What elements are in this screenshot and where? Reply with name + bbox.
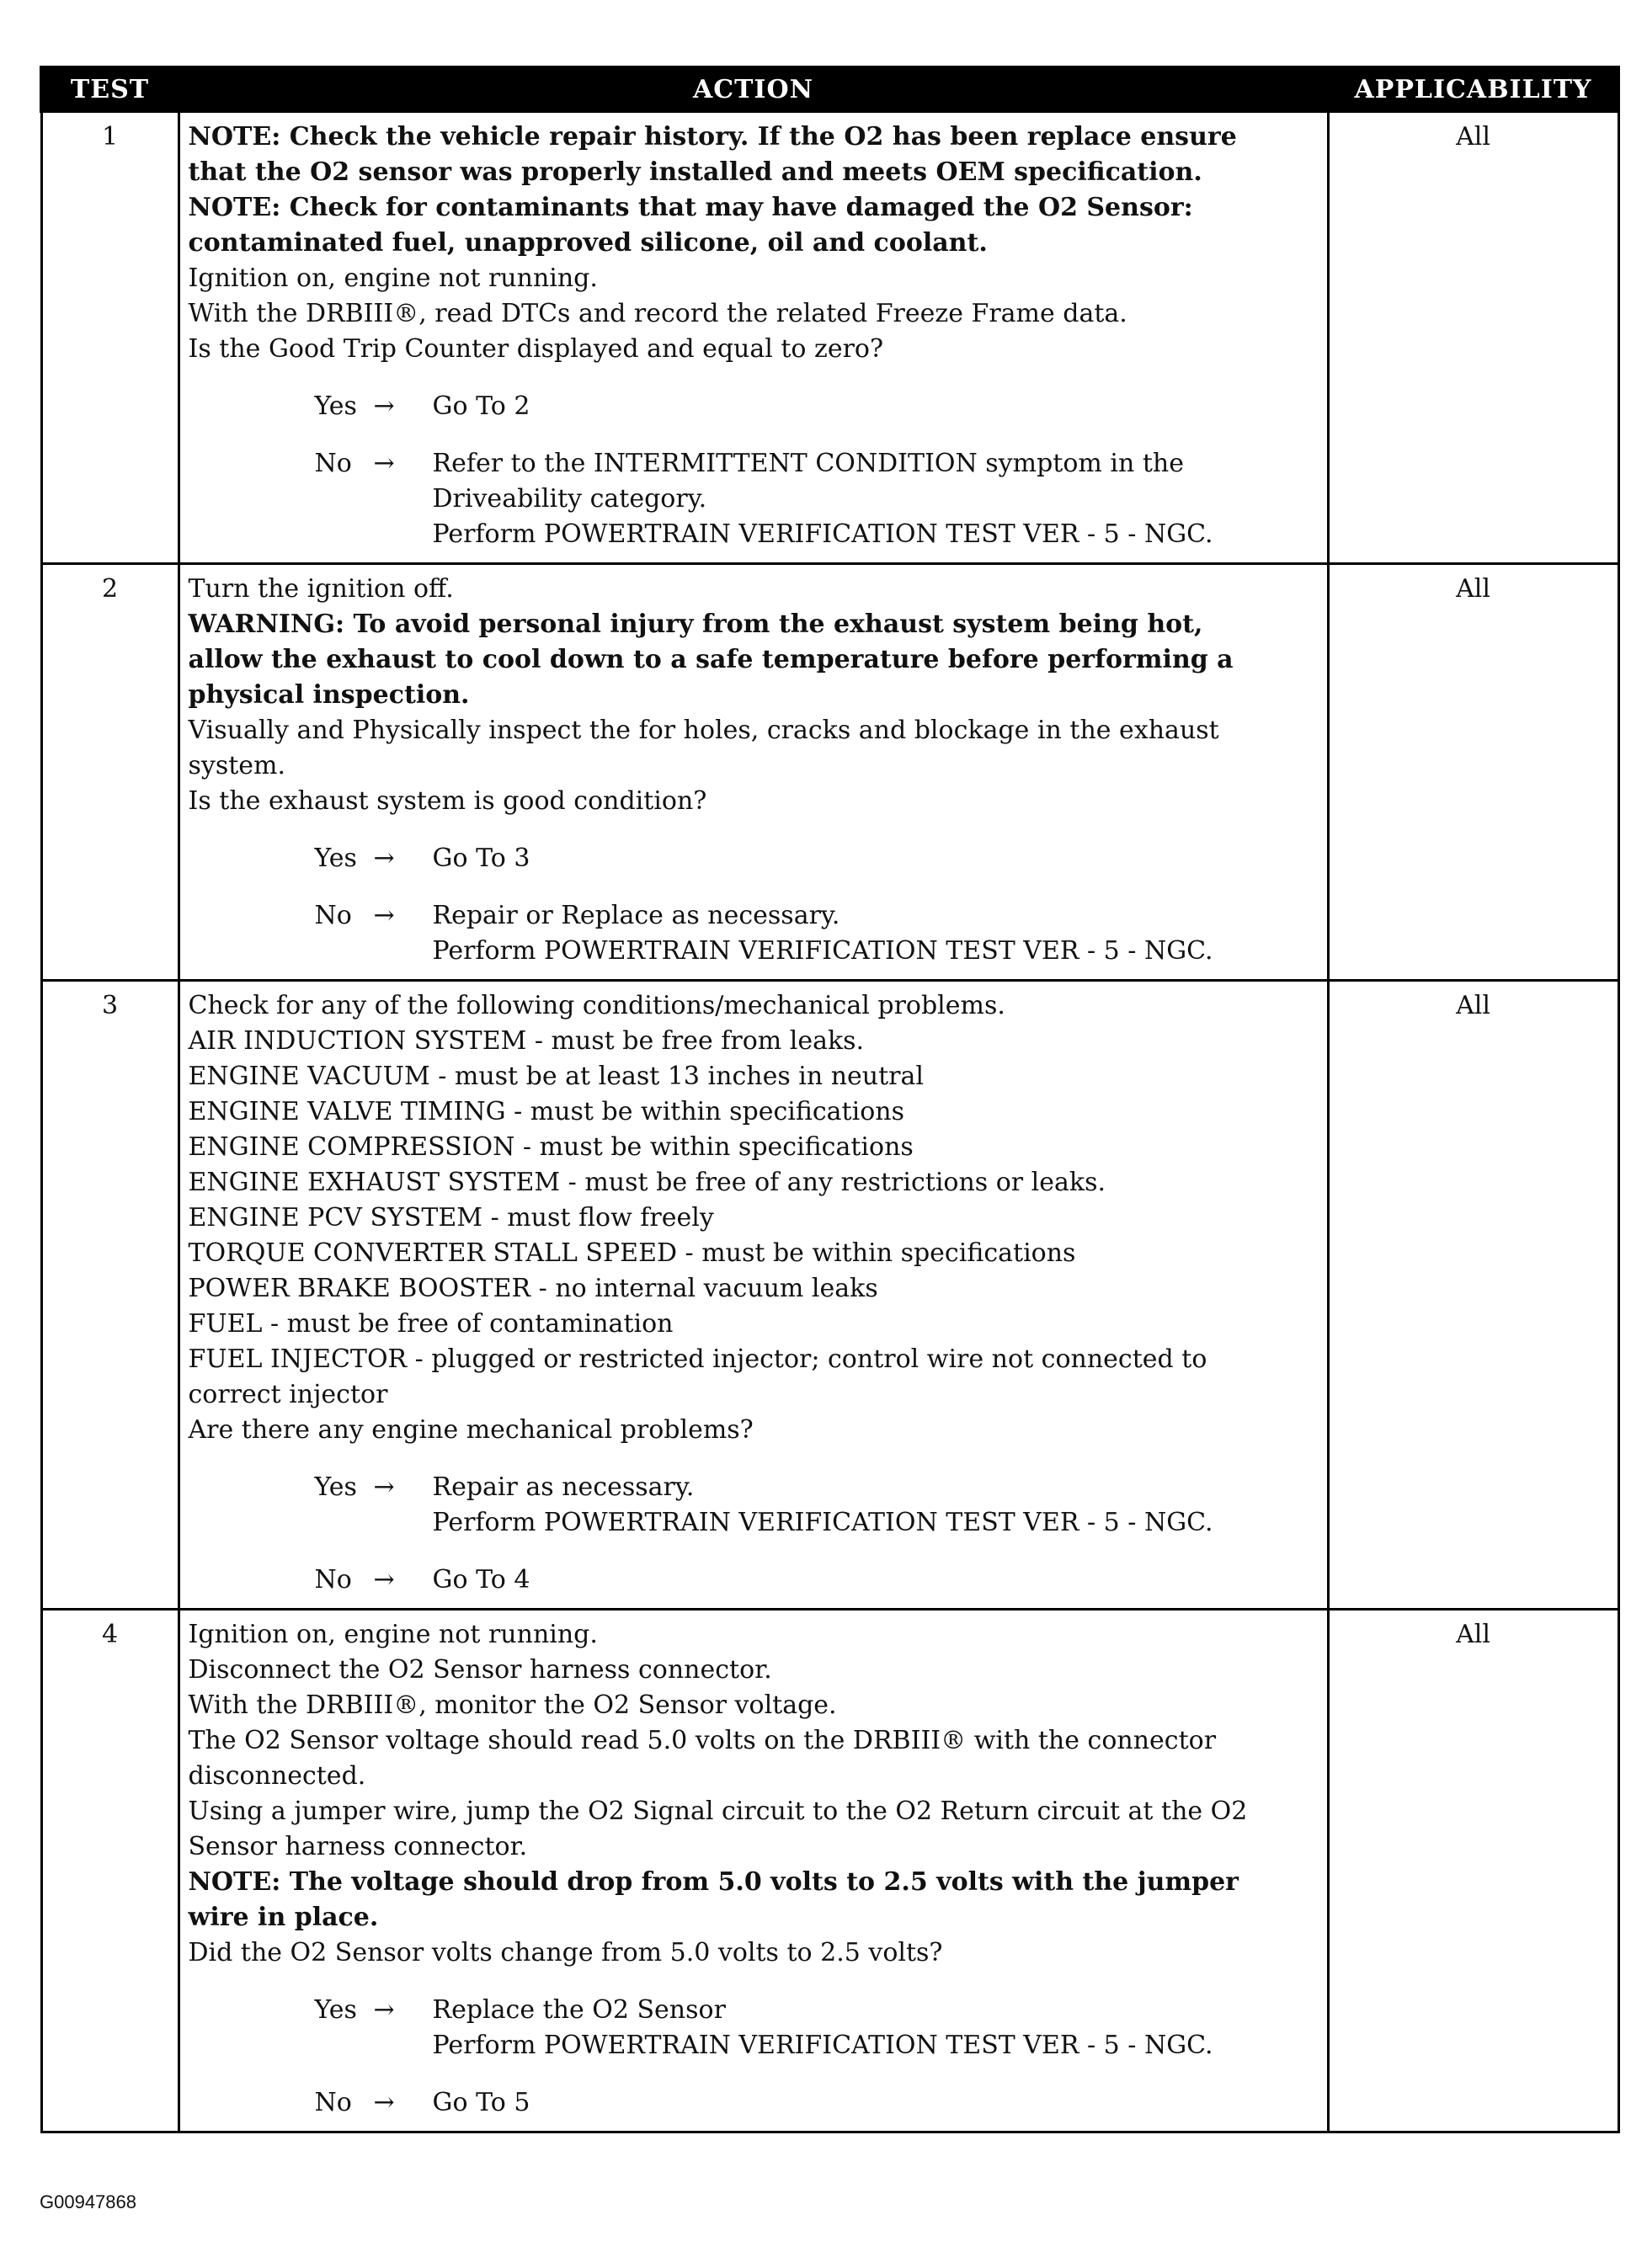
action-text: Is the Good Trip Counter displayed and equal to zero?	[188, 334, 884, 364]
action-text: Check for any of the following conditions/mechanical problems.	[188, 991, 1005, 1020]
action-text: Using a jumper wire, jump the O2 Signal circuit to the O2 Return circuit at the O2	[188, 1797, 1248, 1826]
table-body	[41, 111, 1618, 2132]
action-text: disconnected.	[188, 1761, 366, 1791]
yes-branch	[315, 1993, 1319, 2063]
diagnostic-table	[40, 66, 1620, 2133]
yes-result	[433, 1993, 1319, 2063]
action-text: ENGINE COMPRESSION - must be within specifications	[188, 1132, 914, 1162]
no-branch	[315, 446, 1319, 552]
answer-choices	[315, 1993, 1319, 2121]
right-arrow-icon: →	[373, 844, 395, 873]
note-text: contaminated fuel, unapproved silicone, oil and coolant.	[188, 228, 988, 258]
action-text: Ignition on, engine not running.	[188, 1620, 598, 1649]
no-label: No	[314, 2088, 352, 2117]
no-result	[433, 446, 1319, 552]
answer-choices	[315, 841, 1319, 969]
result-text: Repair or Replace as necessary.	[432, 901, 840, 930]
action-text: TORQUE CONVERTER STALL SPEED - must be within specifications	[188, 1238, 1076, 1268]
yes-label: Yes	[314, 391, 357, 421]
test-number: 4	[41, 1610, 179, 2132]
note-text: WARNING: To avoid personal injury from the exhaust system being hot,	[188, 610, 1203, 639]
action-text: FUEL INJECTOR - plugged or restricted injector; control wire not connected to	[188, 1344, 1207, 1374]
right-arrow-icon: →	[373, 1565, 395, 1595]
note-text: allow the exhaust to cool down to a safe temperature before performing a	[188, 645, 1234, 674]
note-text: that the O2 sensor was properly installed and meets OEM specification.	[188, 157, 1202, 187]
result-text: Refer to the INTERMITTENT CONDITION symptom in the	[432, 449, 1184, 478]
applicability-value: All	[1328, 111, 1618, 564]
right-arrow-icon: →	[373, 2088, 395, 2117]
action-cell	[179, 564, 1328, 981]
note-text: NOTE: Check the vehicle repair history. If the O2 has been replace ensure	[188, 122, 1237, 152]
action-text: FUEL - must be free of contamination	[188, 1309, 674, 1339]
action-text: With the DRBIII®, read DTCs and record the related Freeze Frame data.	[188, 299, 1127, 328]
figure-id: G00947868	[40, 2191, 136, 2212]
result-text: Driveability category.	[432, 484, 707, 514]
action-text: Disconnect the O2 Sensor harness connector.	[188, 1655, 772, 1685]
result-text: Perform POWERTRAIN VERIFICATION TEST VER - 5 - NGC.	[432, 936, 1213, 966]
action-text: Sensor harness connector.	[188, 1832, 528, 1861]
yes-label: Yes	[314, 1995, 357, 2025]
action-text: ENGINE EXHAUST SYSTEM - must be free of any restrictions or leaks.	[188, 1168, 1106, 1197]
action-cell	[179, 111, 1328, 564]
header-action: ACTION	[179, 67, 1328, 111]
action-text: Are there any engine mechanical problems?	[188, 1415, 754, 1445]
table-row	[41, 111, 1618, 564]
result-text: Replace the O2 Sensor	[432, 1995, 726, 2025]
no-branch	[315, 1563, 1319, 1598]
yes-branch	[315, 389, 1319, 424]
no-result	[433, 898, 1319, 969]
action-text: Ignition on, engine not running.	[188, 264, 598, 293]
no-branch	[315, 2085, 1319, 2121]
action-text: system.	[188, 751, 286, 780]
result-text: Go To 3	[432, 844, 530, 873]
header-applicability: APPLICABILITY	[1328, 67, 1618, 111]
no-label: No	[314, 1565, 352, 1595]
table-row	[41, 981, 1618, 1610]
applicability-value: All	[1328, 564, 1618, 981]
no-result	[433, 1563, 1319, 1598]
action-text: correct injector	[188, 1380, 388, 1409]
action-text: POWER BRAKE BOOSTER - no internal vacuum leaks	[188, 1274, 878, 1303]
yes-label: Yes	[314, 844, 357, 873]
no-label: No	[314, 901, 352, 930]
test-number: 3	[41, 981, 179, 1610]
action-text: ENGINE VALVE TIMING - must be within specifications	[188, 1097, 904, 1126]
applicability-value: All	[1328, 981, 1618, 1610]
right-arrow-icon: →	[373, 449, 395, 478]
yes-result	[433, 1470, 1319, 1541]
action-text: Visually and Physically inspect the for holes, cracks and blockage in the exhaust	[188, 716, 1219, 745]
table-row	[41, 1610, 1618, 2132]
action-text: With the DRBIII®, monitor the O2 Sensor voltage.	[188, 1690, 837, 1720]
no-label: No	[314, 449, 352, 478]
action-text: AIR INDUCTION SYSTEM - must be free from leaks.	[188, 1026, 865, 1056]
result-text: Repair as necessary.	[432, 1472, 695, 1502]
yes-label: Yes	[314, 1472, 357, 1502]
answer-choices	[315, 389, 1319, 552]
action-text: Did the O2 Sensor volts change from 5.0 volts to 2.5 volts?	[188, 1938, 943, 1967]
result-text: Perform POWERTRAIN VERIFICATION TEST VER - 5 - NGC.	[432, 2031, 1213, 2060]
action-cell	[179, 981, 1328, 1610]
result-text: Go To 5	[432, 2088, 530, 2117]
action-text: ENGINE VACUUM - must be at least 13 inches in neutral	[188, 1062, 925, 1091]
right-arrow-icon: →	[373, 391, 395, 421]
header-test: TEST	[41, 67, 179, 111]
test-number: 2	[41, 564, 179, 981]
right-arrow-icon: →	[373, 1472, 395, 1502]
answer-choices	[315, 1470, 1319, 1598]
action-text: Turn the ignition off.	[188, 574, 454, 604]
test-number: 1	[41, 111, 179, 564]
action-text: The O2 Sensor voltage should read 5.0 volts on the DRBIII® with the connector	[188, 1726, 1217, 1755]
result-text: Go To 2	[432, 391, 530, 421]
action-cell	[179, 1610, 1328, 2132]
action-text: Is the exhaust system is good condition?	[188, 786, 707, 816]
note-text: wire in place.	[188, 1903, 379, 1932]
yes-branch	[315, 841, 1319, 876]
result-text: Go To 4	[432, 1565, 530, 1595]
no-result	[433, 2085, 1319, 2121]
no-branch	[315, 898, 1319, 969]
action-text: ENGINE PCV SYSTEM - must flow freely	[188, 1203, 714, 1232]
table-row	[41, 564, 1618, 981]
note-text: NOTE: Check for contaminants that may have damaged the O2 Sensor:	[188, 193, 1193, 222]
note-text: physical inspection.	[188, 680, 470, 710]
applicability-value: All	[1328, 1610, 1618, 2132]
result-text: Perform POWERTRAIN VERIFICATION TEST VER - 5 - NGC.	[432, 1508, 1213, 1537]
right-arrow-icon: →	[373, 901, 395, 930]
note-text: NOTE: The voltage should drop from 5.0 volts to 2.5 volts with the jumper	[188, 1867, 1239, 1897]
yes-result	[433, 841, 1319, 876]
header-row	[41, 67, 1618, 111]
result-text: Perform POWERTRAIN VERIFICATION TEST VER - 5 - NGC.	[432, 519, 1213, 549]
right-arrow-icon: →	[373, 1995, 395, 2025]
yes-branch	[315, 1470, 1319, 1541]
yes-result	[433, 389, 1319, 424]
diagnostic-test-sheet	[40, 66, 1617, 2133]
